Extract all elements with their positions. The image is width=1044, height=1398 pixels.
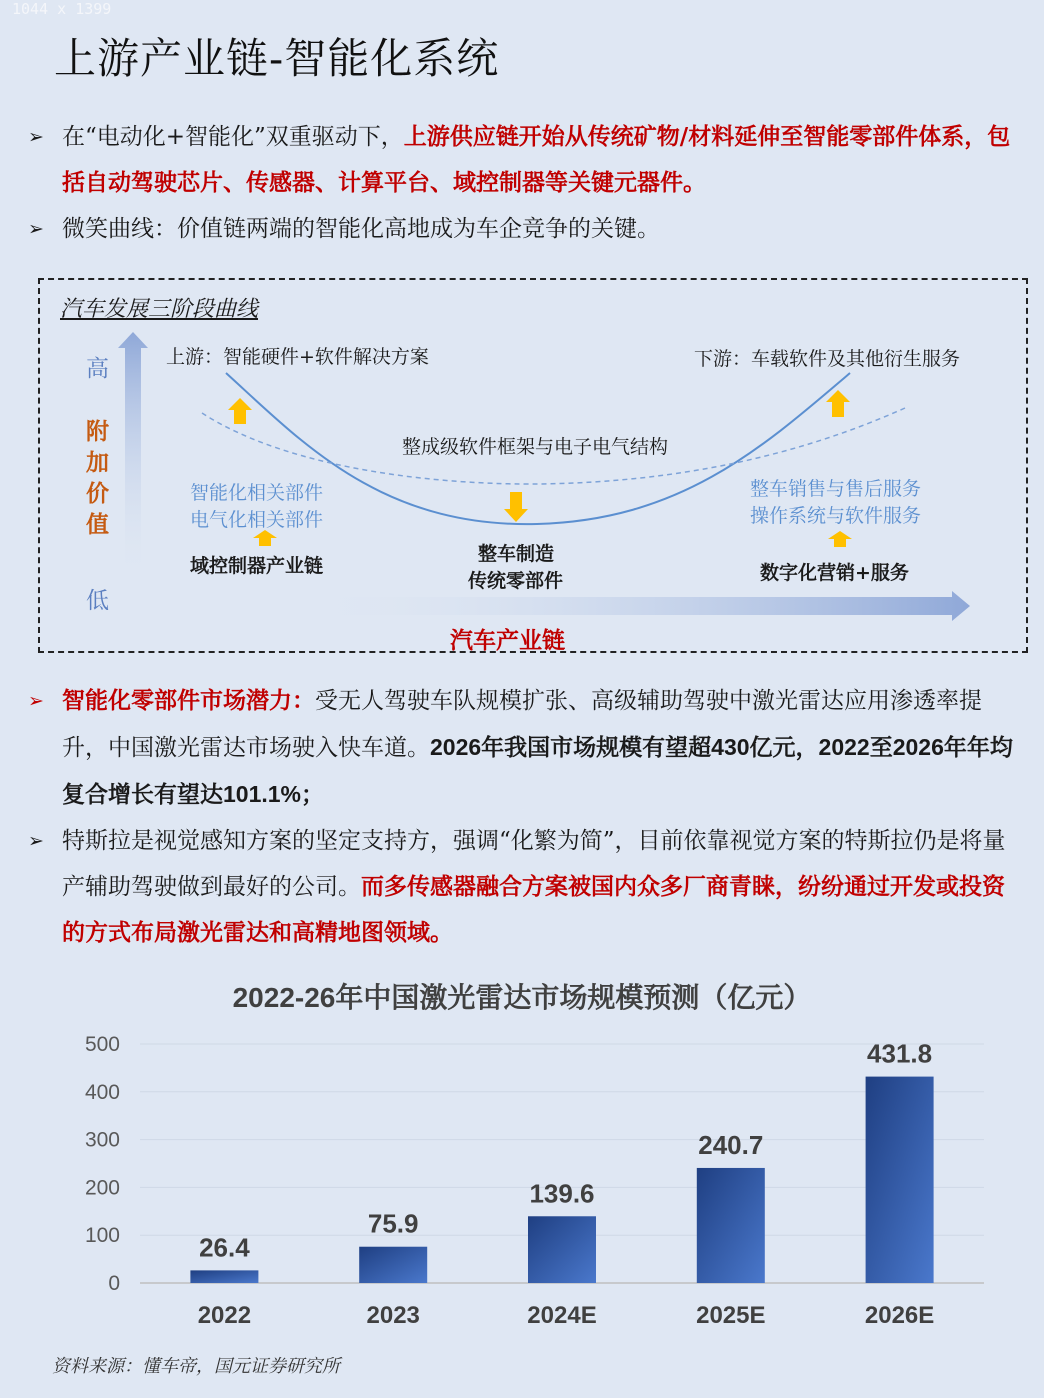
data-label: 431.8 [867,1038,933,1069]
bullet-arrow-icon: ➢ [28,690,44,712]
y-tick-label: 0 [108,1272,120,1295]
bullet-arrow-icon: ➢ [28,830,44,852]
bullet-text: 而多传感器融合方案被国内众多厂商青睐，纷纷通过开发或投资的方式布局激光雷达和高精地图领域。 [62,873,1005,946]
dimension-label: 1044 x 1399 [12,0,112,18]
y-axis-low-label: 低 [86,588,109,614]
y-tick-label: 200 [84,1176,120,1200]
x-tick-label: 2024E [527,1302,597,1329]
smile-curve-graphics [40,280,1030,655]
data-label: 26.4 [199,1232,250,1263]
os-software-label: 操作系统与软件服务 [750,505,922,527]
bullet-item [28,818,1018,956]
up-arrow-icon [253,530,277,546]
bar [697,1168,765,1283]
up-arrow-icon [228,398,252,424]
bullet-text: 在“电动化+智能化”双重驱动下， [62,124,404,150]
bullet-item [28,206,1018,252]
y-tick-label: 300 [84,1128,120,1152]
bullet-text: 受无人驾驶车队规模扩张、高级辅助驾驶中激光雷达应用渗透率提升，中国激光雷达市场驶入快车道。 [62,688,982,761]
y-tick-label: 400 [84,1080,120,1104]
vehicle-manufacturing-label: 整车制造 [478,543,555,565]
chart-title: 2022-26年中国激光雷达市场规模预测（亿元） [232,982,812,1013]
intelligent-parts-label: 智能化相关部件 [190,482,324,504]
bullet-list-top [28,114,1018,252]
domain-controller-label: 域控制器产业链 [190,555,324,577]
data-label: 75.9 [367,1208,419,1239]
y-axis-label: 附加价值 [86,418,109,538]
down-arrow-icon [504,492,528,522]
bullet-text: 上游供应链开始从传统矿物/材料延伸至智能零部件体系，包括自动驾驶芯片、传感器、计算平台、域控制器等关键元器件。 [62,123,1011,196]
bar [866,1077,934,1283]
x-tick-label: 2022 [197,1302,252,1329]
up-arrow-icon [828,531,852,547]
x-axis-arrow [300,591,970,621]
bullet-text: 微笑曲线：价值链两端的智能化高地成为车企竞争的关键。 [62,216,660,242]
x-tick-label: 2026E [864,1302,935,1329]
x-tick-label: 2025E [696,1302,766,1329]
bullet-text: 特斯拉是视觉感知方案的坚定支持方，强调“化繁为简”，目前依靠视觉方案的特斯拉仍是将量产辅助驾驶做到最好的公司。 [62,828,1006,900]
bullet-arrow-icon: ➢ [28,126,44,148]
sales-service-label: 整车销售与售后服务 [750,478,922,500]
y-tick-label: 500 [84,1033,120,1056]
y-axis-high-label: 高 [86,356,109,382]
y-tick-label: 100 [84,1224,120,1248]
bar-chart [0,1020,1044,1380]
bullet-item [28,114,1018,206]
data-label: 139.6 [529,1178,595,1209]
downstream-label: 下游：车载软件及其他衍生服务 [694,348,961,370]
x-tick-label: 2023 [366,1302,420,1329]
upstream-label: 上游：智能硬件+软件解决方案 [166,346,429,368]
electric-parts-label: 电气化相关部件 [190,509,324,531]
bullet-text: 智能化零部件市场潜力： [62,687,315,714]
middle-structure-label: 整成级软件框架与电子电气结构 [402,436,669,458]
bullet-arrow-icon: ➢ [28,218,44,240]
bar [190,1270,258,1283]
digital-marketing-label: 数字化营销+服务 [760,562,909,584]
y-axis-arrow [118,332,148,580]
bar [528,1216,596,1283]
diagram-title: 汽车发展三阶段曲线 [60,297,259,322]
x-axis-label: 汽车产业链 [450,627,565,654]
bar [359,1247,427,1283]
traditional-parts-label: 传统零部件 [468,570,564,592]
bullet-list-bottom [28,678,1018,956]
source-note: 资料来源：懂车帝，国元证券研究所 [52,1356,340,1377]
up-arrow-icon [826,390,850,417]
data-label: 240.7 [698,1129,764,1160]
smile-curve-diagram [38,278,1028,653]
bullet-text: 2026年我国市场规模有望超430亿元，2022至2026年年均复合增长有望达101.1%； [62,734,1013,807]
bullet-item [28,678,1018,818]
page-title: 上游产业链-智能化系统 [54,34,500,83]
